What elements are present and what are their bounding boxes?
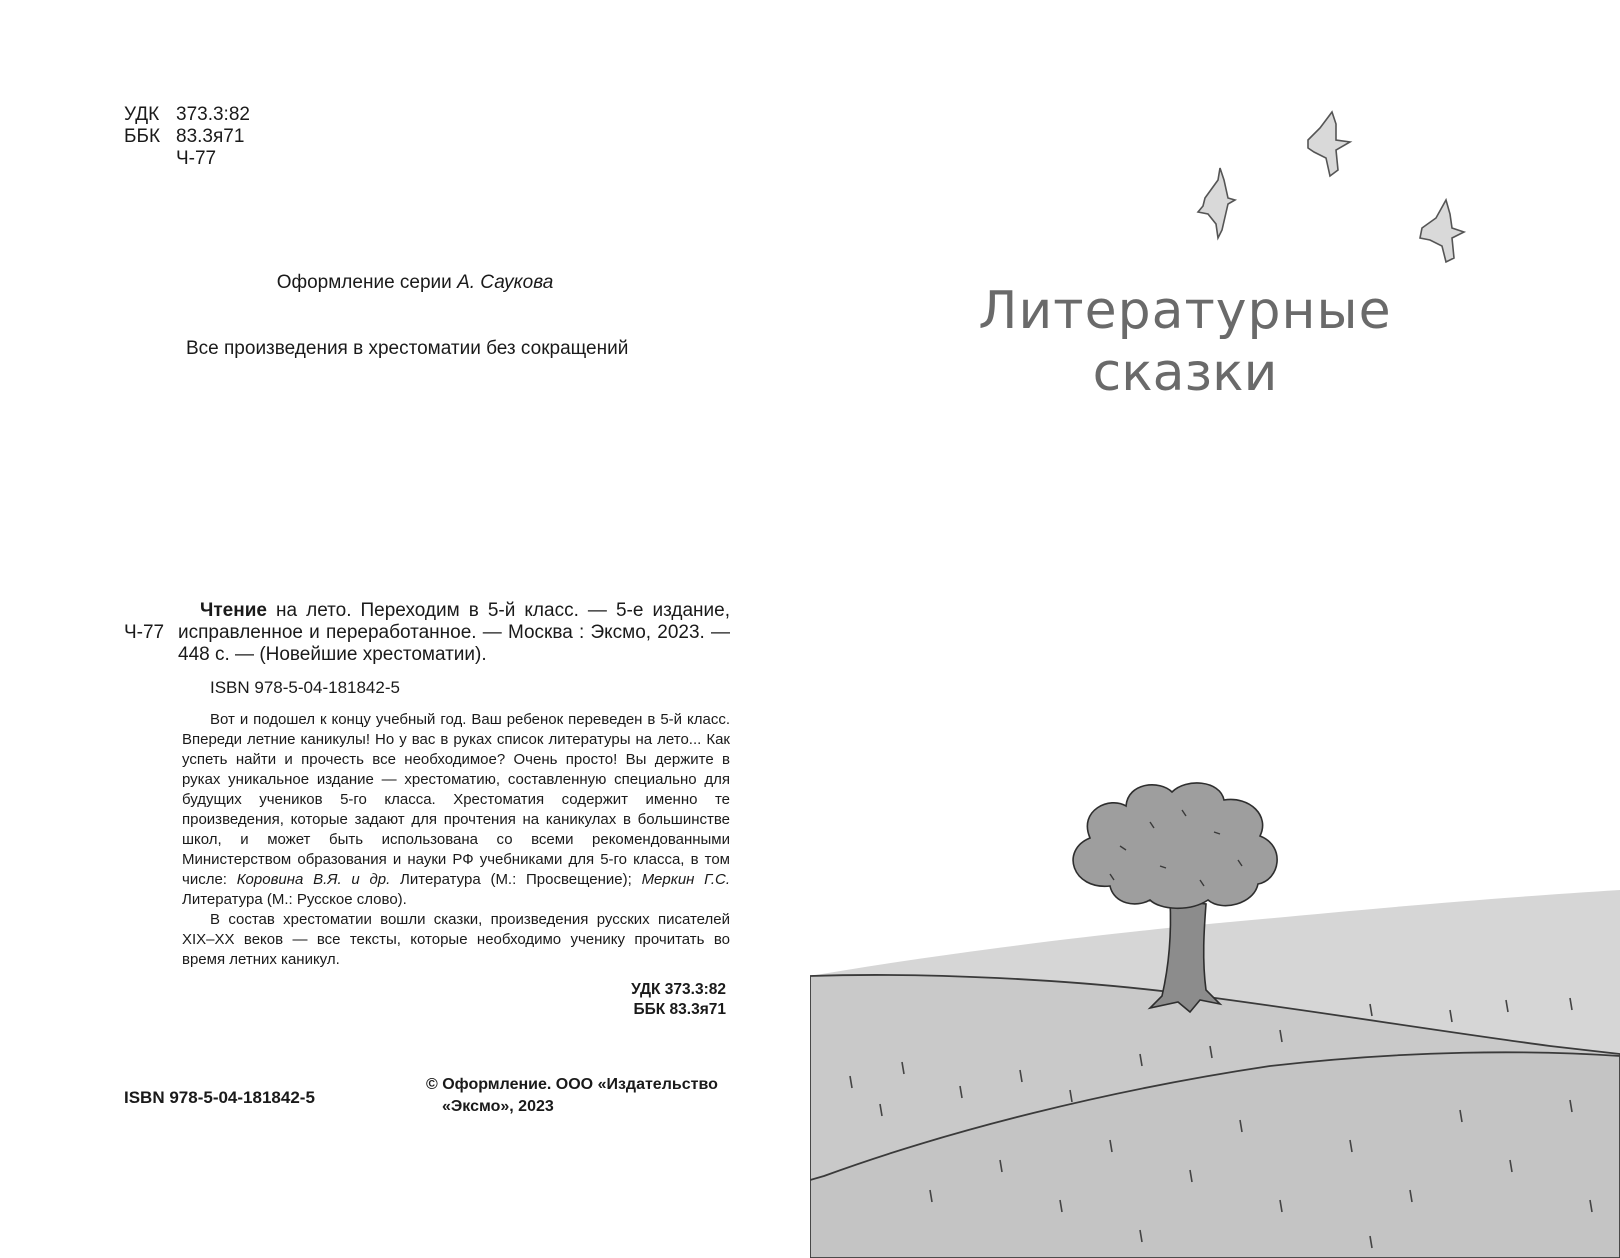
annotation-text: Литература (М.: Русское слово). xyxy=(182,891,407,908)
udk-value: 373.3:82 xyxy=(176,104,250,125)
design-author: А. Саукова xyxy=(457,272,554,293)
udk-classification-block xyxy=(124,104,250,170)
author-sign-row xyxy=(124,148,250,170)
udk-bottom-block xyxy=(560,980,730,1020)
bbk-row xyxy=(124,126,250,148)
author-sign-key xyxy=(124,148,176,170)
author-sign-value: Ч-77 xyxy=(176,148,217,169)
copyright-line-1: © Оформление. ООО «Издательство xyxy=(426,1076,718,1093)
annotation-author-1: Коровина В.Я. и др. xyxy=(236,871,391,888)
bird-icon xyxy=(1198,168,1235,238)
annotation-paragraph: В состав хрестоматии вошли сказки, произведения русских писателей XIX–XX веков — все тексты, которые необходимо ученику прочитать во время летних каникул. xyxy=(182,911,730,968)
author-sign: Ч-77 xyxy=(124,622,165,643)
udk-row xyxy=(124,104,250,126)
design-prefix: Оформление серии xyxy=(276,272,458,293)
bibliographic-description xyxy=(178,600,730,666)
no-cuts-note: Все произведения в хрестоматии без сокращений xyxy=(186,338,629,359)
udk-key: УДК xyxy=(124,104,160,125)
title-line-2: сказки xyxy=(1092,343,1278,403)
bbk-key: ББК xyxy=(124,126,161,147)
bibliographic-details: на лето. Переходим в 5-й класс. — 5-е издание, исправленное и переработанное. — Москва : Эксмо, 2023. — 448 с. — (Новейшие хрестоматии). xyxy=(178,600,730,665)
title-line-1: Литературные xyxy=(978,281,1392,341)
book-title: Чтение xyxy=(200,600,267,621)
book-section-title xyxy=(810,280,1620,404)
copyright-notice xyxy=(426,1074,746,1118)
isbn-bold: ISBN 978-5-04-181842-5 xyxy=(124,1088,315,1107)
annotation-text: Литература (М.: Просвещение); xyxy=(390,871,642,888)
series-design-credit xyxy=(0,272,810,294)
bbk-bottom-line: ББК 83.3я71 xyxy=(633,1001,726,1018)
bibliographic-record xyxy=(124,600,730,666)
annotation xyxy=(182,710,730,970)
tree-on-hills-illustration xyxy=(810,0,1620,1258)
bbk-value: 83.3я71 xyxy=(176,126,245,147)
annotation-author-2: Меркин Г.С. xyxy=(641,871,730,888)
annotation-text: Вот и подошел к концу учебный год. Ваш ребенок переведен в 5-й класс. Впереди летние каникулы! Но у вас в руках список литературы на лето... Как успеть найти и прочесть все необходимое? Очень просто! Вы держите в руках уникальное издание — хрестоматию, составленную специально для будущих учеников 5-го класса. Хрестоматия содержит именно те произведения, которые задают для прочтения на каникулах в большинстве школ, и может быть использована со всеми рекомендованными Министерством образования и науки РФ учебниками для 5-го класса, в том числе: xyxy=(182,711,730,888)
annotation-paragraph xyxy=(182,710,730,910)
udk-bottom-line: УДК 373.3:82 xyxy=(631,981,726,998)
isbn-record: ISBN 978-5-04-181842-5 xyxy=(210,678,400,697)
bird-icon xyxy=(1308,112,1350,176)
right-page xyxy=(810,0,1620,1258)
copyright-line-2: «Эксмо», 2023 xyxy=(442,1098,554,1115)
bird-icon xyxy=(1420,200,1464,262)
